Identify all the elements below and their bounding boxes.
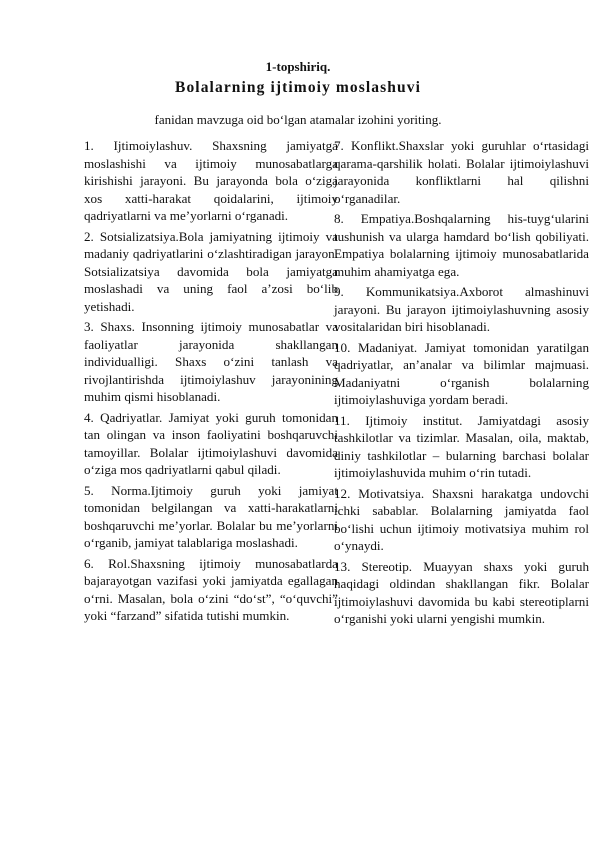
right-column bbox=[334, 137, 589, 631]
term-item: 3. Shaxs. Insonning ijtimoiy munosabatlar va faoliyatlar jarayonida shakllangan individualligi. Shaxs o‘zini tanlash va rivojlantirishda ijtimoiylashuv jarayonining muhim qismi hisoblanadi. bbox=[84, 319, 338, 404]
term-item: 11. Ijtimoiy institut. Jamiyatdagi asosiy tashkilotlar va tizimlar. Masalan, oila, maktab, diniy tashkilotlar – bularning barchasi bolalar ijtimoiylashuvida muhim o‘rin tutadi. bbox=[334, 412, 589, 480]
document-title: Bolalarning ijtimoiy moslashuvi bbox=[175, 79, 421, 96]
term-item: 7. Konflikt.Shaxslar yoki guruhlar o‘rtasidagi qarama-qarshilik holati. Bolalar ijtimoiylashuvi jarayonida konfliktlarni hal qilishni o‘rganadilar. bbox=[334, 138, 589, 206]
term-item: 13. Stereotip. Muayyan shaxs yoki guruh haqidagi oldindan shakllangan fikr. Bolalar ijtimoiylashuvi davomida bu kabi stereotiplarni o‘rganishi yoki ularni yengishi mumkin. bbox=[334, 558, 589, 626]
term-item: 12. Motivatsiya. Shaxsni harakatga undovchi ichki sabablar. Bolalarning jamiyatda faol bo‘lishi uchun ijtimoiy motivatsiya muhim rol o‘ynaydi. bbox=[334, 485, 589, 553]
term-item: 10. Madaniyat. Jamiyat tomonidan yaratilgan qadriyatlar, an’analar va bilimlar majmuasi. Madaniyatni o‘rganish bolalarning ijtimoiylashuviga yordam beradi. bbox=[334, 339, 589, 407]
term-item: 4. Qadriyatlar. Jamiyat yoki guruh tomonidan tan olingan va inson faoliyatini boshqaruvchi tamoyillar. Bolalar ijtimoiylashuvi davomida o‘ziga mos qadriyatlarni qabul qiladi. bbox=[84, 409, 338, 477]
term-item: 9. Kommunikatsiya.Axborot almashinuvi jarayoni. Bu jarayon ijtimoiylashuvning asosiy vositalaridan biri hisoblanadi. bbox=[334, 284, 589, 334]
term-item: 8. Empatiya.Boshqalarning his-tuyg‘ularini tushunish va ularga hamdard bo‘lish qobiliyati. Empatiya bolalarning ijtimoiy munosabatlarida muhim ahamiyatga ega. bbox=[334, 211, 589, 279]
term-item: 5. Norma.Ijtimoiy guruh yoki jamiyat tomonidan belgilangan va xatti-harakatlarni boshqaruvchi me’yorlar. Bolalar bu me’yorlarni o‘rganib, jamiyat talablariga moslashadi. bbox=[84, 482, 338, 550]
term-item: 1. Ijtimoiylashuv. Shaxsning jamiyatga moslashishi va ijtimoiy munosabatlarga kirishishi jarayoni. Bu jarayonda bola o‘ziga xos xatti-harakat qoidalarini, ijtimoiy qadriyatlarni va me’yorlarni o‘rganadi. bbox=[84, 138, 338, 223]
left-column bbox=[84, 137, 338, 628]
task-label: 1-topshiriq. bbox=[265, 59, 331, 74]
term-item: 6. Rol.Shaxsning ijtimoiy munosabatlarda bajarayotgan vazifasi yoki jamiyatda egallagan o‘rni. Masalan, bola o‘zini “do‘st”, “o‘quvchi” yoki “farzand” sifatida tutishi mumkin. bbox=[84, 555, 338, 623]
term-item: 2. Sotsializatsiya.Bola jamiyatning ijtimoiy va madaniy qadriyatlarini o‘zlashtiradigan jarayon. Sotsializatsiya davomida bola jamiyatga moslashadi va uning faol a’zosi bo‘lib yetishadi. bbox=[84, 228, 338, 314]
instruction-line: fanidan mavzuga oid bo‘lgan atamalar izohini yoriting. bbox=[154, 112, 442, 127]
